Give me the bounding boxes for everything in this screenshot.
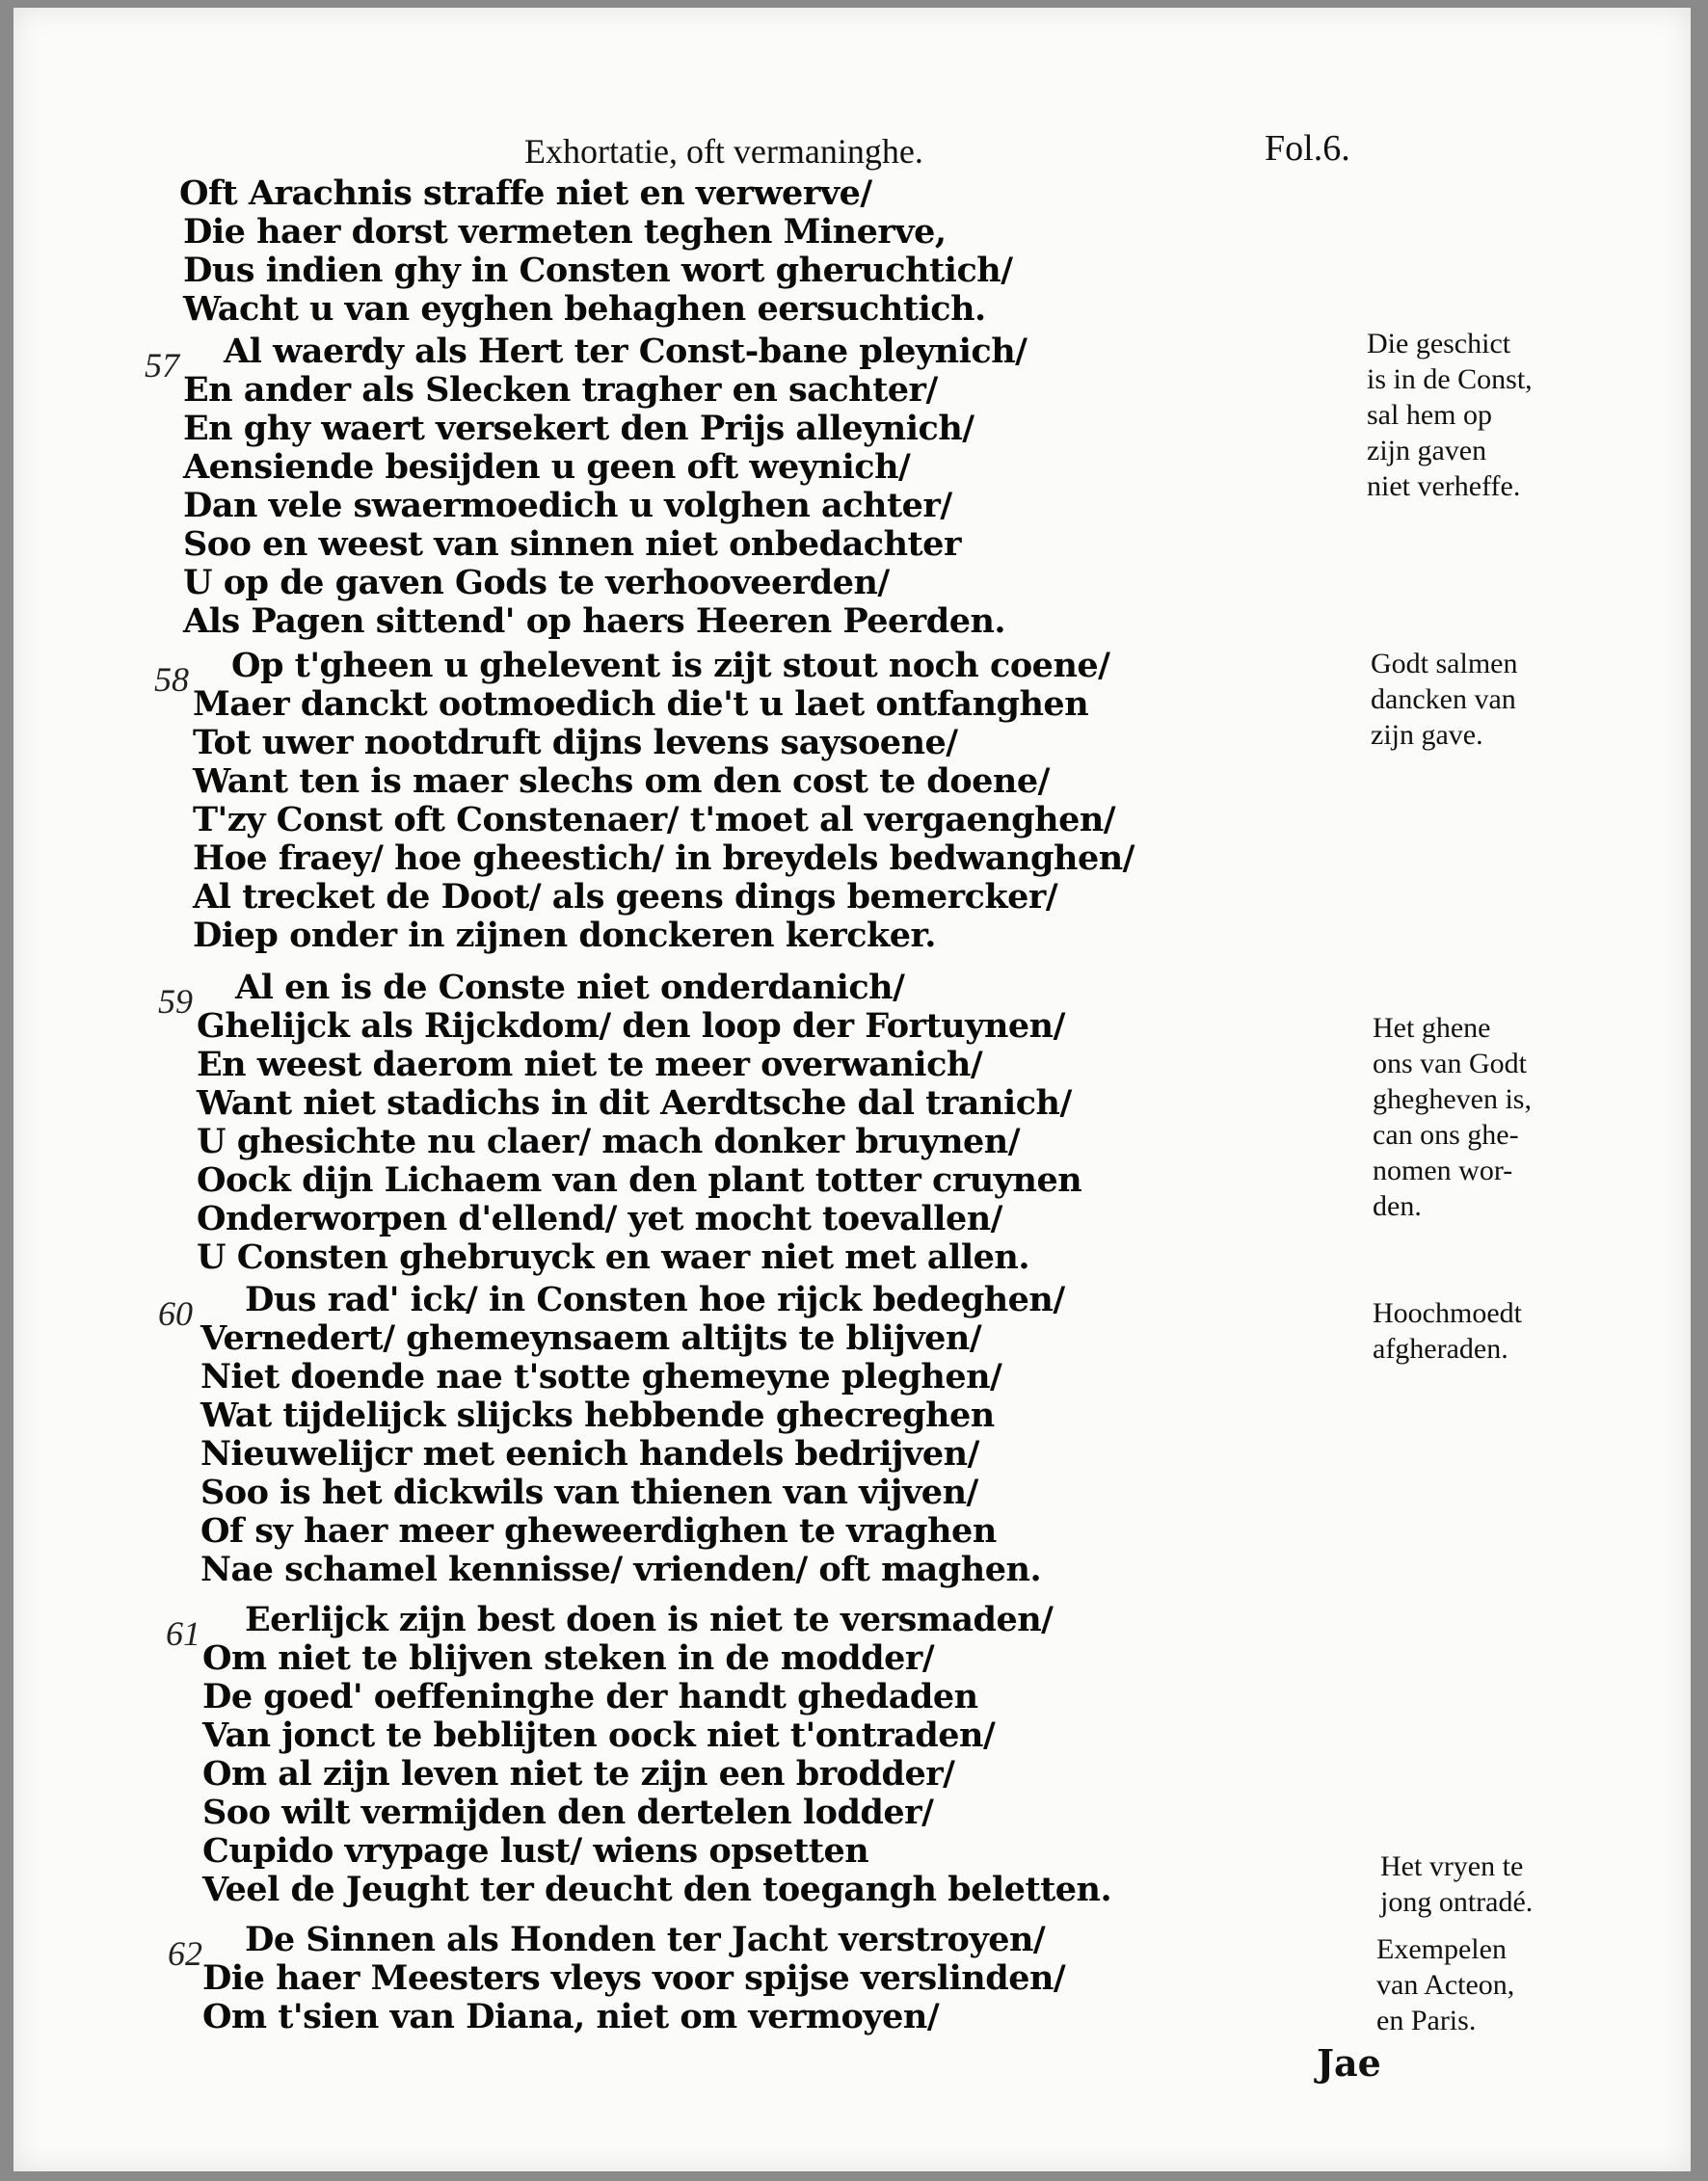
verse-line: Al waerdy als Hert ter Const-bane pleynich/ (224, 332, 1027, 371)
verse-line: En weest daerom niet te meer overwanich/ (197, 1045, 983, 1084)
verse-line: Al trecket de Doot/ als geens dings bemercker/ (193, 877, 1058, 917)
verse-line: Die haer dorst vermeten teghen Minerve, (183, 212, 947, 252)
stanza-number: 60 (158, 1294, 193, 1333)
folio-number: Fol.6. (1265, 128, 1350, 169)
margin-note: Die geschict is in de Const, sal hem op zijn gaven niet verheffe. (1367, 328, 1533, 502)
verse-line: Dan vele swaermoedich u volghen achter/ (183, 486, 952, 525)
verse-line: Of sy haer meer gheweerdighen te vraghen (200, 1511, 997, 1551)
verse-line: Niet doende nae t'sotte ghemeyne pleghen/ (200, 1357, 1002, 1396)
verse-line: De Sinnen als Honden ter Jacht verstroyen/ (245, 1920, 1046, 1959)
running-head: Exhortatie, oft vermaninghe. (524, 132, 923, 171)
verse-line: Van jonct te beblijten oock niet t'ontraden/ (202, 1716, 996, 1755)
verse-line: Op t'gheen u ghelevent is zijt stout noch coene/ (231, 646, 1110, 685)
verse-line: Soo en weest van sinnen niet onbedachter (183, 524, 961, 564)
stanza-number: 59 (158, 982, 193, 1021)
stanza-number: 62 (168, 1934, 202, 1973)
verse-line: Want ten is maer slechs om den cost te doene/ (193, 761, 1050, 801)
verse-line: Die haer Meesters vleys voor spijse verslinden/ (202, 1958, 1066, 1998)
verse-line: Onderworpen d'ellend/ yet mocht toevallen/ (197, 1199, 1002, 1238)
verse-line: Soo is het dickwils van thienen van vijven/ (200, 1473, 978, 1512)
verse-line: Wat tijdelijck slijcks hebbende ghecreghen (200, 1396, 995, 1435)
verse-line: Als Pagen sittend' op haers Heeren Peerden. (183, 601, 1006, 641)
verse-line: Om niet te blijven steken in de modder/ (202, 1638, 935, 1678)
verse-line: U Consten ghebruyck en waer niet met allen. (197, 1237, 1030, 1277)
verse-line: Eerlijck zijn best doen is niet te versmaden/ (245, 1600, 1054, 1639)
margin-note: Godt salmen dancken van zijn gave. (1371, 648, 1518, 751)
verse-line: T'zy Const oft Constenaer/ t'moet al vergaenghen/ (193, 800, 1116, 839)
margin-note: Exempelen van Acteon, en Paris. (1376, 1933, 1515, 2036)
catchword: Jae (1317, 2041, 1381, 2085)
margin-note: Hoochmoedt afgheraden. (1373, 1297, 1522, 1365)
verse-line: U op de gaven Gods te verhooveerden/ (183, 563, 890, 602)
verse-line: Oft Arachnis straffe niet en verwerve/ (179, 173, 872, 213)
verse-line: Cupido vrypage lust/ wiens opsetten (202, 1831, 869, 1871)
verse-line: Want niet stadichs in dit Aerdtsche dal tranich/ (197, 1083, 1072, 1123)
verse-line: En ghy waert versekert den Prijs alleynich/ (183, 409, 974, 448)
verse-line: Wacht u van eyghen behaghen eersuchtich. (183, 289, 986, 329)
verse-line: De goed' oeffeninghe der handt ghedaden (202, 1677, 978, 1716)
stanza-number: 61 (166, 1614, 200, 1653)
book-page (13, 8, 1691, 2171)
verse-line: Oock dijn Lichaem van den plant totter cruynen (197, 1160, 1082, 1200)
verse-line: Vernedert/ ghemeynsaem altijts te blijven/ (200, 1318, 982, 1358)
verse-line: En ander als Slecken tragher en sachter/ (183, 370, 938, 410)
verse-line: Nae schamel kennisse/ vrienden/ oft maghen. (200, 1550, 1042, 1589)
verse-line: Ghelijck als Rijckdom/ den loop der Fortuynen/ (197, 1006, 1065, 1046)
verse-line: Om t'sien van Diana, niet om vermoyen/ (202, 1997, 940, 2036)
stanza-number: 57 (145, 346, 179, 385)
verse-line: Veel de Jeught ter deucht den toegangh beletten. (202, 1870, 1112, 1909)
margin-note: Het vryen te jong ontradé. (1380, 1850, 1534, 1918)
verse-line: Diep onder in zijnen donckeren kercker. (193, 916, 936, 955)
verse-line: Nieuwelijcr met eenich handels bedrijven/ (200, 1434, 979, 1474)
stanza-number: 58 (154, 660, 189, 699)
verse-line: Al en is de Conste niet onderdanich/ (235, 968, 905, 1007)
verse-line: Maer danckt ootmoedich die't u laet ontfanghen (193, 684, 1089, 724)
verse-line: Aensiende besijden u geen oft weynich/ (183, 447, 911, 487)
verse-line: Dus indien ghy in Consten wort gheruchtich/ (183, 251, 1013, 290)
verse-line: Dus rad' ick/ in Consten hoe rijck bedeghen/ (245, 1280, 1065, 1319)
margin-note: Het ghene ons van Godt ghegheven is, can ons ghe- nomen wor- den. (1373, 1012, 1532, 1222)
verse-line: Hoe fraey/ hoe gheestich/ in breydels bedwanghen/ (193, 838, 1134, 878)
verse-line: Soo wilt vermijden den dertelen lodder/ (202, 1793, 934, 1832)
verse-line: U ghesichte nu claer/ mach donker bruynen/ (197, 1122, 1021, 1161)
verse-line: Om al zijn leven niet te zijn een brodder/ (202, 1754, 955, 1794)
verse-line: Tot uwer nootdruft dijns levens saysoene/ (193, 723, 958, 762)
